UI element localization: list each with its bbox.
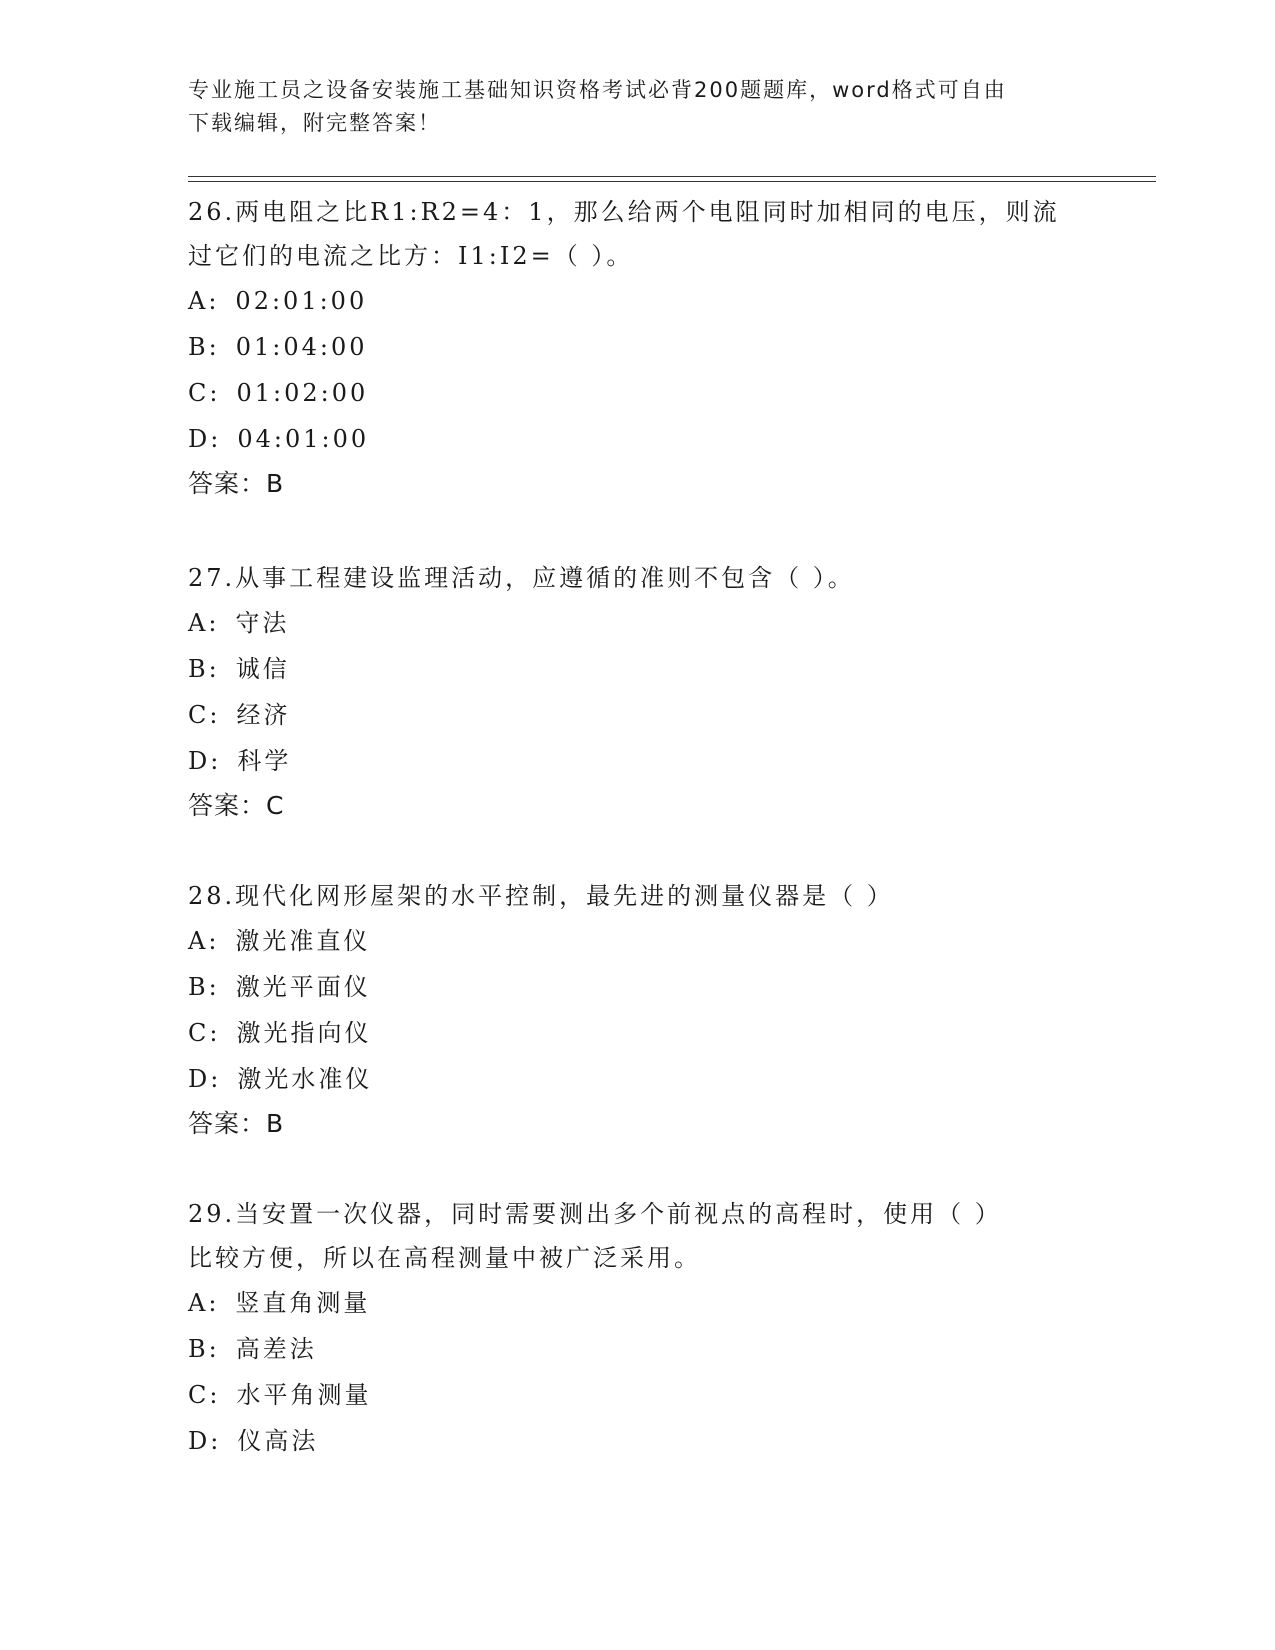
question-29 xyxy=(188,1192,1088,1464)
option-label: C: xyxy=(188,1381,221,1409)
option-text: 激光准直仪 xyxy=(235,927,371,955)
header-line-1: 专业施工员之设备安装施工基础知识资格考试必背200题题库，word格式可自由 xyxy=(188,78,1007,102)
option-label: B: xyxy=(188,1335,220,1363)
option-b xyxy=(188,964,1088,1010)
option-text: 02:01:00 xyxy=(235,287,368,315)
option-text: 01:02:00 xyxy=(236,379,369,407)
answer-line: 答案：B xyxy=(188,1109,285,1138)
question-line: 27.从事工程建设监理活动，应遵循的准则不包含（ ）。 xyxy=(188,564,855,592)
option-label: D: xyxy=(188,747,222,775)
question-line: 28.现代化网形屋架的水平控制，最先进的测量仪器是（ ） xyxy=(188,882,894,910)
option-b xyxy=(188,324,1088,370)
option-label: B: xyxy=(188,655,220,683)
option-a xyxy=(188,1280,1088,1326)
option-text: 水平角测量 xyxy=(236,1381,372,1409)
option-text: 诚信 xyxy=(235,655,290,683)
option-a xyxy=(188,918,1088,964)
option-text: 高差法 xyxy=(235,1335,317,1363)
option-label: D: xyxy=(188,1065,222,1093)
option-text: 守法 xyxy=(235,609,290,637)
option-label: C: xyxy=(188,701,221,729)
option-text: 激光水准仪 xyxy=(237,1065,373,1093)
option-c xyxy=(188,1010,1088,1056)
option-label: D: xyxy=(188,1427,222,1455)
option-b xyxy=(188,1326,1088,1372)
question-28 xyxy=(188,874,1088,1146)
option-a xyxy=(188,600,1088,646)
document-header xyxy=(188,74,1088,140)
option-text: 仪高法 xyxy=(237,1427,319,1455)
option-label: C: xyxy=(188,379,221,407)
option-text: 经济 xyxy=(236,701,291,729)
option-c xyxy=(188,370,1088,416)
option-text: 01:04:00 xyxy=(235,333,368,361)
question-27 xyxy=(188,556,1088,828)
question-text xyxy=(188,556,1088,600)
option-c xyxy=(188,1372,1088,1418)
answer-line: 答案：B xyxy=(188,469,285,498)
header-divider-top xyxy=(188,176,1156,177)
option-text: 科学 xyxy=(237,747,292,775)
option-a xyxy=(188,278,1088,324)
question-text xyxy=(188,190,1088,278)
header-divider-bottom xyxy=(188,181,1156,182)
option-text: 04:01:00 xyxy=(237,425,370,453)
question-line: 比较方便，所以在高程测量中被广泛采用。 xyxy=(188,1244,701,1272)
option-d xyxy=(188,1418,1088,1464)
option-label: A: xyxy=(188,1289,220,1317)
question-text xyxy=(188,1192,1088,1280)
option-text: 激光指向仪 xyxy=(236,1019,372,1047)
option-text: 竖直角测量 xyxy=(235,1289,371,1317)
option-d xyxy=(188,416,1088,462)
option-label: D: xyxy=(188,425,222,453)
question-line: 过它们的电流之比方：I1:I2=（ ）。 xyxy=(188,242,634,270)
option-label: B: xyxy=(188,973,220,1001)
option-label: A: xyxy=(188,287,220,315)
option-text: 激光平面仪 xyxy=(235,973,371,1001)
answer-line: 答案：C xyxy=(188,791,285,820)
option-label: C: xyxy=(188,1019,221,1047)
header-line-2: 下载编辑，附完整答案！ xyxy=(188,111,441,135)
question-text xyxy=(188,874,1088,918)
option-label: A: xyxy=(188,609,220,637)
option-d xyxy=(188,1056,1088,1102)
question-line: 26.两电阻之比R1:R2=4：1，那么给两个电阻同时加相同的电压，则流 xyxy=(188,198,1060,226)
option-d xyxy=(188,738,1088,784)
option-label: B: xyxy=(188,333,220,361)
option-b xyxy=(188,646,1088,692)
option-c xyxy=(188,692,1088,738)
question-line: 29.当安置一次仪器，同时需要测出多个前视点的高程时，使用（ ） xyxy=(188,1200,1002,1228)
option-label: A: xyxy=(188,927,220,955)
question-26 xyxy=(188,190,1088,506)
